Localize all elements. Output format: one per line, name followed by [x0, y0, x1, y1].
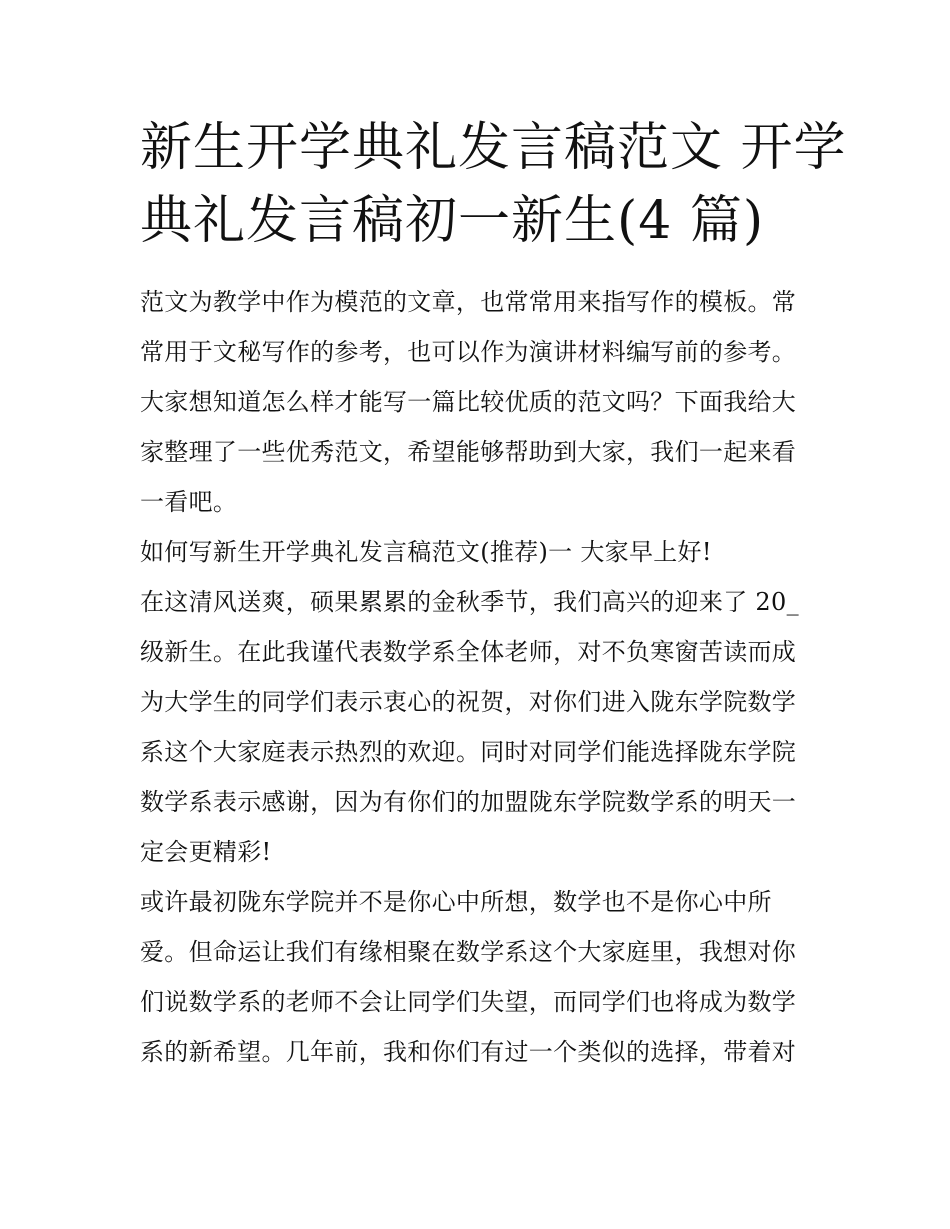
document-body	[140, 277, 815, 1077]
text-line: 级新生。在此我谨代表数学系全体老师，对不负寒窗苦读而成	[140, 638, 797, 666]
text-line: 常用于文秘写作的参考，也可以作为演讲材料编写前的参考。	[140, 338, 797, 366]
text-line: 们说数学系的老师不会让同学们失望，而同学们也将成为数学	[140, 988, 797, 1016]
text-line: 范文为教学中作为模范的文章，也常常用来指写作的模板。常	[140, 288, 797, 316]
title-line: 新生开学典礼发言稿范文 开学	[140, 118, 847, 178]
text-line: 如何写新生开学典礼发言稿范文(推荐)一 大家早上好!	[140, 538, 712, 566]
text-line: 系这个大家庭表示热烈的欢迎。同时对同学们能选择陇东学院	[140, 738, 797, 766]
text-line: 在这清风送爽，硕果累累的金秋季节，我们高兴的迎来了 20_	[140, 588, 799, 616]
text-line: 大家想知道怎么样才能写一篇比较优质的范文吗？下面我给大	[140, 388, 797, 416]
text-line: 数学系表示感谢，因为有你们的加盟陇东学院数学系的明天一	[140, 788, 797, 816]
text-line: 家整理了一些优秀范文，希望能够帮助到大家，我们一起来看	[140, 438, 797, 466]
paragraph-reflection	[140, 877, 815, 1077]
text-line: 定会更精彩!	[140, 838, 272, 866]
text-line: 爱。但命运让我们有缘相聚在数学系这个大家庭里，我想对你	[140, 938, 797, 966]
paragraph-welcome	[140, 577, 815, 877]
text-line: 一看吧。	[140, 488, 238, 516]
paragraph-section-heading	[140, 527, 815, 577]
text-line: 为大学生的同学们表示衷心的祝贺，对你们进入陇东学院数学	[140, 688, 797, 716]
title-line: 典礼发言稿初一新生(4 篇)	[140, 191, 765, 251]
paragraph-intro	[140, 277, 815, 527]
text-line: 系的新希望。几年前，我和你们有过一个类似的选择，带着对	[140, 1038, 797, 1066]
page-title	[140, 112, 847, 258]
text-line: 或许最初陇东学院并不是你心中所想，数学也不是你心中所	[140, 888, 772, 916]
